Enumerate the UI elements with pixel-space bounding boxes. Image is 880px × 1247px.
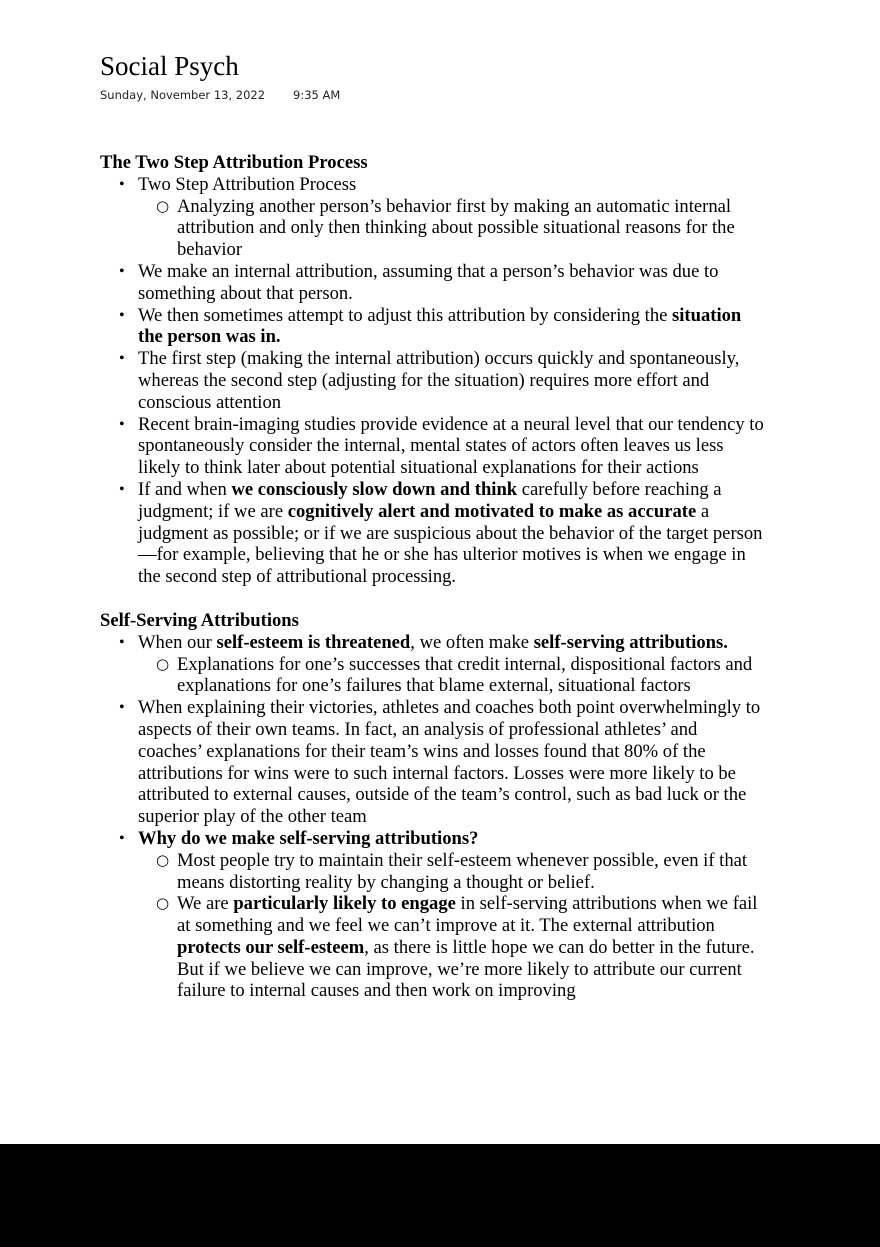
- list-item: [119, 697, 765, 828]
- text-run: The first step (making the internal attribution) occurs quickly and spontaneously, whereas the second step (adjusting for the situation) requires more effort and conscious attention: [138, 348, 740, 413]
- bullet-filled-icon: •: [119, 350, 125, 368]
- bold-text: self-serving attributions.: [533, 631, 728, 653]
- bullet-filled-icon: •: [119, 175, 125, 193]
- bottom-black-bar: [0, 1144, 880, 1247]
- bullet-hollow-icon: ○: [156, 850, 170, 869]
- text-run: , we often make: [410, 631, 534, 653]
- bold-text: protects our self-esteem: [177, 936, 365, 958]
- list-item: [119, 260, 765, 305]
- bold-text: cognitively alert and motivated to make as accurate: [287, 500, 697, 522]
- bullet-filled-icon: •: [119, 306, 125, 324]
- text-run: We make an internal attribution, assuming that a person’s behavior was due to something about that person.: [138, 260, 719, 304]
- sub-bullet-list: [138, 196, 765, 261]
- text-run: a judgment as possible; or if we are suspicious about the behavior of the target person—for example, believing that he or she has ulterior motives is when we engage in the second step of attributional processing.: [138, 500, 763, 588]
- page-timestamp: [100, 88, 340, 102]
- bold-text: we consciously slow down and think: [231, 478, 518, 500]
- bullet-filled-icon: •: [119, 262, 125, 280]
- sub-list-item: [156, 849, 765, 894]
- list-item: [119, 827, 765, 1002]
- bullet-filled-icon: •: [119, 480, 125, 498]
- list-item: [119, 173, 765, 261]
- bullet-hollow-icon: ○: [156, 894, 170, 913]
- sub-list-item: [156, 195, 765, 261]
- list-item: [119, 348, 765, 413]
- list-item: [119, 304, 765, 349]
- text-run: When explaining their victories, athletes and coaches both point overwhelmingly to aspects of their own teams. In fact, an analysis of professional athletes’ and coaches’ explanations for their team’s wins and losses found that 80% of the attributions for wins were to such internal factors. Losses were more likely to be attributed to external causes, outside of the team’s control, such as bad luck or the superior play of the other team: [138, 697, 761, 828]
- page-time: 9:35 AM: [293, 88, 341, 102]
- bullet-list: [100, 632, 765, 1003]
- sub-bullet-list: [138, 850, 765, 1003]
- bullet-filled-icon: •: [119, 829, 125, 847]
- section-spacer: [100, 588, 765, 610]
- bold-text: particularly likely to engage: [233, 893, 456, 915]
- bold-text: self-esteem is threatened: [216, 631, 411, 653]
- text-run: When our: [138, 631, 217, 653]
- bullet-hollow-icon: ○: [156, 654, 170, 673]
- bold-text: situation the person was in.: [138, 304, 742, 348]
- list-item: [119, 413, 765, 479]
- sub-list-item: [156, 653, 765, 698]
- page-title: Social Psych: [100, 51, 239, 81]
- bold-text: Why do we make self-serving attributions?: [138, 827, 479, 849]
- text-run: carefully before reaching a judgment; if we are: [138, 478, 722, 522]
- note-content[interactable]: [100, 152, 765, 1002]
- bullet-hollow-icon: ○: [156, 196, 170, 215]
- bullet-filled-icon: •: [119, 699, 125, 717]
- text-run: Two Step Attribution Process: [138, 173, 357, 195]
- list-item: [119, 478, 765, 588]
- bullet-list: [100, 174, 765, 588]
- page-date: Sunday, November 13, 2022: [100, 88, 266, 102]
- text-run: Recent brain-imaging studies provide evidence at a neural level that our tendency to spontaneously consider the internal, mental states of actors often leaves us less likely to think later about potential situational explanations for their actions: [138, 413, 764, 479]
- sub-bullet-list: [138, 654, 765, 698]
- text-run: in self-serving attributions when we fail at something and we feel we can’t improve at it. The external attribution: [177, 893, 758, 937]
- section-heading: The Two Step Attribution Process: [100, 152, 368, 173]
- sub-list-item: [156, 893, 765, 1002]
- text-run: We then sometimes attempt to adjust this attribution by considering the: [138, 304, 673, 326]
- text-run: Analyzing another person’s behavior first by making an automatic internal attribution and only then thinking about possible situational reasons for the behavior: [177, 195, 735, 261]
- text-run: , as there is little hope we can do better in the future. But if we believe we can improve, we’re more likely to attribute our current failure to internal causes and then work on improving: [177, 936, 755, 1002]
- text-run: We are: [177, 893, 234, 915]
- section-heading: Self-Serving Attributions: [100, 609, 299, 631]
- bullet-filled-icon: •: [119, 415, 125, 433]
- list-item: [119, 631, 765, 697]
- text-run: Explanations for one’s successes that credit internal, dispositional factors and explanations for one’s failures that blame external, situational factors: [177, 653, 753, 697]
- bullet-filled-icon: •: [119, 633, 125, 651]
- text-run: Most people try to maintain their self-esteem whenever possible, even if that means distorting reality by changing a thought or belief.: [177, 849, 748, 893]
- text-run: If and when: [138, 478, 232, 500]
